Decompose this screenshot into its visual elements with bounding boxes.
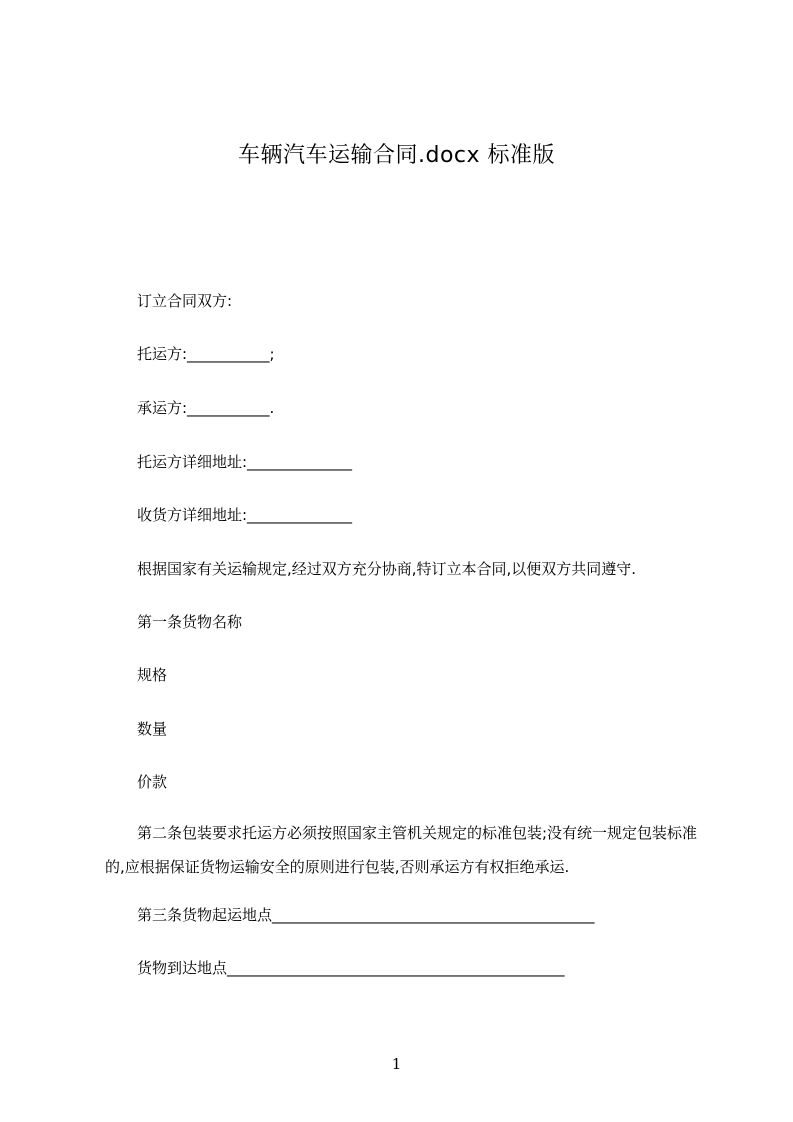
shipper-address-line: 托运方详细地址:______________ — [137, 453, 353, 471]
carrier-line: 承运方:___________. — [137, 399, 275, 417]
destination-line: 货物到达地点_____________________________________________ — [137, 959, 565, 977]
shipper-line: 托运方:___________; — [137, 345, 275, 363]
spec-line: 规格 — [137, 666, 168, 684]
document-title: 车辆汽车运输合同.docx 标准版 — [237, 143, 556, 168]
article-2-paragraph: 第二条包装要求托运方必须按照国家主管机关规定的标准包装;没有统一规定包装标准的,应根据保证货物运输安全的原则进行包装,否则承运方有权拒绝承运. — [105, 824, 698, 876]
consignee-address-line: 收货方详细地址:______________ — [137, 506, 353, 524]
article-1-heading: 第一条货物名称 — [137, 613, 243, 631]
article-3-line: 第三条货物起运地点___________________________________________ — [137, 906, 595, 924]
parties-heading: 订立合同双方: — [137, 292, 233, 310]
page-number: 1 — [391, 1055, 402, 1073]
intro-paragraph: 根据国家有关运输规定,经过双方充分协商,特订立本合同,以便双方共同遵守. — [137, 560, 637, 578]
quantity-line: 数量 — [137, 720, 168, 738]
price-line: 价款 — [137, 773, 168, 791]
